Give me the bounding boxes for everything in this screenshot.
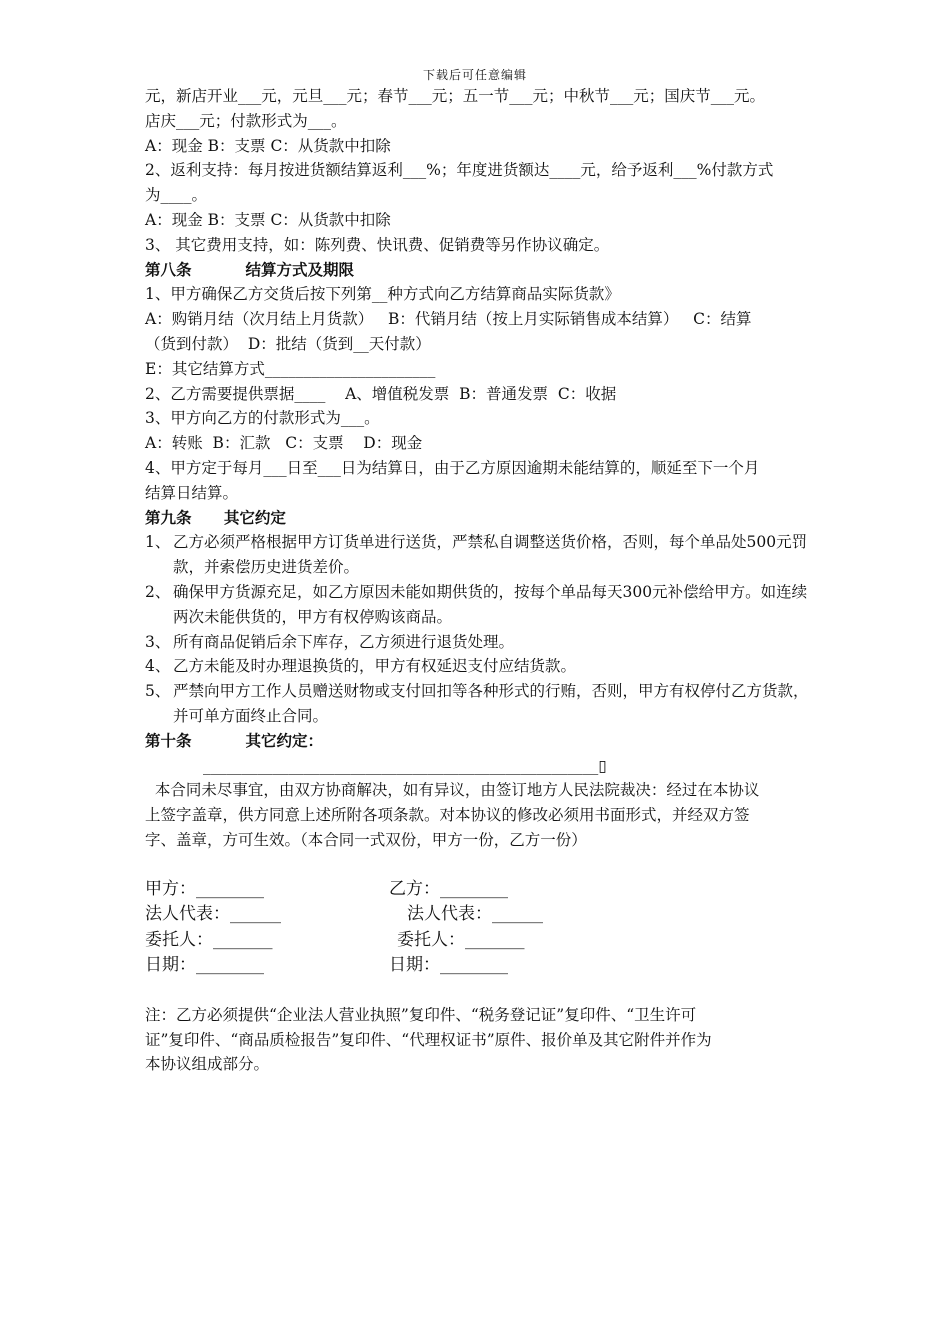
signature-row-legal-rep bbox=[145, 902, 815, 928]
blank-underline: ___________________________________________________ bbox=[203, 756, 599, 775]
dispute-paragraph-line-1: 本合同未尽事宜，由双方协商解决，如有异议，由签订地方人民法院裁决：经过在本协议 bbox=[145, 781, 760, 800]
art8-line-1: 1、甲方确保乙方交货后按下列第__种方式向乙方结算商品实际货款》 bbox=[145, 285, 620, 304]
party-b-legal-rep: 法人代表：______ bbox=[407, 904, 543, 925]
item-number: 4、 bbox=[145, 657, 171, 676]
art8-line-3: （货到付款） D：批结（货到__天付款） bbox=[145, 334, 431, 353]
dispute-paragraph-line-2: 上签字盖章，供方同意上述所附各项条款。对本协议的修改必须用书面形式，并经双方签 bbox=[145, 806, 750, 825]
signature-row-agent bbox=[145, 928, 815, 954]
item-text: 严禁向甲方工作人员赠送财物或支付回扣等各种形式的行贿，否则，甲方有权停付乙方货款，并可单方面终止合同。 bbox=[173, 682, 809, 725]
note-line-2: 证”复印件、“商品质检报告”复印件、“代理权证书”原件、报价单及其它附件并作为 bbox=[145, 1030, 712, 1049]
art8-line-2: A：购销月结（次月结上月货款） B：代销月结（按上月实际销售成本结算） C：结算 bbox=[145, 310, 752, 329]
party-a-agent: 委托人：_______ bbox=[145, 929, 273, 950]
note-line-1: 注：乙方必须提供“企业法人营业执照”复印件、“税务登记证”复印件、“卫生许可 bbox=[145, 1005, 697, 1024]
party-b-agent: 委托人：_______ bbox=[397, 929, 525, 950]
art8-line-9: 结算日结算。 bbox=[145, 483, 239, 502]
art9-item bbox=[145, 679, 815, 729]
art9-item bbox=[145, 630, 815, 655]
note-line-3: 本协议组成部分。 bbox=[145, 1055, 270, 1074]
item-number: 2、 bbox=[145, 582, 171, 601]
other-terms-blank-line bbox=[145, 754, 815, 779]
contract-body bbox=[145, 84, 815, 1077]
party-a-sign: 甲方：________ bbox=[145, 878, 264, 899]
anniversary-fee-line: 店庆___元；付款形式为___。 bbox=[145, 111, 347, 130]
rebate-options-line: A：现金 B：支票 C：从货款中扣除 bbox=[145, 210, 391, 229]
item-number: 5、 bbox=[145, 682, 171, 701]
art8-line-4: E：其它结算方式______________________ bbox=[145, 359, 436, 378]
rebate-support-line: 2、返利支持：每月按进货额结算返利___%；年度进货额达____元，给予返利___%付款方式 bbox=[145, 161, 774, 180]
art8-line-7: A：转账 B：汇款 C：支票 D：现金 bbox=[145, 434, 423, 453]
other-fees-line: 3、 其它费用支持，如：陈列费、快讯费、促销费等另作协议确定。 bbox=[145, 235, 610, 254]
article-8-title: 第八条 结算方式及期限 bbox=[145, 259, 354, 279]
party-b-date: 日期：________ bbox=[389, 955, 508, 976]
item-text: 确保甲方货源充足，如乙方原因未能如期供货的，按每个单品每天300元补偿给甲方。如连续两次未能供货的，甲方有权停购该商品。 bbox=[173, 582, 808, 626]
art8-line-5: 2、乙方需要提供票据____ A、增值税发票 B：普通发票 C：收据 bbox=[145, 384, 617, 403]
item-number: 1、 bbox=[145, 533, 171, 552]
party-a-legal-rep: 法人代表：______ bbox=[145, 904, 281, 925]
signature-row-date bbox=[145, 953, 815, 979]
art9-item bbox=[145, 530, 815, 580]
art9-item bbox=[145, 654, 815, 679]
item-text: 乙方未能及时办理退换货的，甲方有权延迟支付应结货款。 bbox=[173, 657, 577, 676]
item-number: 3、 bbox=[145, 632, 171, 651]
item-text: 所有商品促销后余下库存，乙方须进行退货处理。 bbox=[173, 632, 515, 651]
art8-line-8: 4、甲方定于每月___日至___日为结算日，由于乙方原因逾期未能结算的，顺延至下一个月 bbox=[145, 458, 760, 477]
rebate-payment-line: 为____。 bbox=[145, 186, 208, 205]
payment-options-line: A：现金 B：支票 C：从货款中扣除 bbox=[145, 136, 391, 155]
article-10-title: 第十条 其它约定： bbox=[145, 730, 323, 750]
blank-mark: ▯ bbox=[598, 756, 607, 775]
dispute-paragraph-line-3: 字、盖章，方可生效。（本合同一式双份，甲方一份，乙方一份） bbox=[145, 830, 587, 849]
art8-line-6: 3、甲方向乙方的付款形式为___。 bbox=[145, 409, 380, 428]
attachment-note bbox=[145, 1003, 815, 1077]
page-header: 下载后可任意编辑 bbox=[422, 68, 527, 82]
party-b-sign: 乙方：________ bbox=[389, 878, 508, 899]
holiday-fees-line: 元，新店开业___元，元旦___元；春节___元；五一节___元；中秋节___元；国庆节___元。 bbox=[145, 87, 766, 105]
party-a-date: 日期：________ bbox=[145, 955, 264, 976]
item-text: 乙方必须严格根据甲方订货单进行送货，严禁私自调整送货价格，否则，每个单品处500元罚款，并索偿历史进货差价。 bbox=[173, 533, 808, 577]
article-9-title: 第九条 其它约定 bbox=[145, 507, 286, 527]
signature-row-party bbox=[145, 877, 815, 903]
art9-item bbox=[145, 580, 815, 630]
